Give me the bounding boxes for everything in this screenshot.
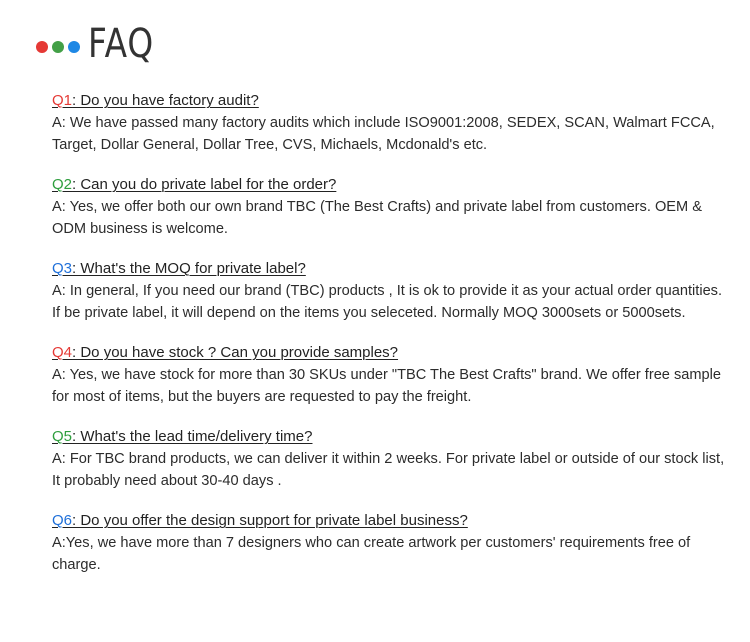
answer-5: A: For TBC brand products, we can deliver it within 2 weeks. For private label or outside of our stock list, It probably need about 30-40 days . [52,451,725,489]
question-1 [52,90,732,112]
red-dot-icon [36,41,48,53]
question-number-3: Q3 [52,260,73,277]
question-text-2: : Can you do private label for the order? [72,176,337,193]
question-text-6: : Do you offer the design support for private label business? [72,512,468,529]
faq-item-6 [52,510,732,576]
question-text-5: : What's the lead time/delivery time? [72,428,313,445]
faq-header [36,14,168,74]
question-text-4: : Do you have stock ? Can you provide samples? [72,344,399,361]
answer-6: A:Yes, we have more than 7 designers who can create artwork per customers' requirements free of charge. [52,535,691,573]
blue-dot-icon [68,41,80,53]
green-dot-icon [52,41,64,53]
question-number-2: Q2 [52,176,73,193]
question-4 [52,342,732,364]
question-5 [52,426,732,448]
faq-item-1 [52,90,732,156]
faq-list [52,90,732,594]
answer-2: A: Yes, we offer both our own brand TBC (The Best Crafts) and private label from customers. OEM & ODM business is welcome. [52,199,702,237]
color-dots [36,41,80,53]
faq-item-5 [52,426,732,492]
question-6 [52,510,732,532]
answer-1: A: We have passed many factory audits which include ISO9001:2008, SEDEX, SCAN, Walmart FCCA, Target, Dollar General, Dollar Tree, CVS, Michaels, Mcdonald's etc. [52,115,715,153]
faq-item-2 [52,174,732,240]
faq-item-4 [52,342,732,408]
question-number-4: Q4 [52,344,73,361]
question-number-1: Q1 [52,92,73,109]
answer-3: A: In general, If you need our brand (TBC) products , It is ok to provide it as your actual order quantities. If be private label, it will depend on the items you seleceted. Normally MOQ 3000sets or 5000sets. [52,283,723,321]
page-title: FAQ [88,21,154,67]
answer-4: A: Yes, we have stock for more than 30 SKUs under "TBC The Best Crafts" brand. We offer free sample for most of items, but the buyers are requested to pay the freight. [52,367,722,405]
question-2 [52,174,732,196]
question-text-1: : Do you have factory audit? [72,92,259,109]
question-text-3: : What's the MOQ for private label? [72,260,306,277]
faq-item-3 [52,258,732,324]
question-number-6: Q6 [52,512,73,529]
question-3 [52,258,732,280]
question-number-5: Q5 [52,428,73,445]
